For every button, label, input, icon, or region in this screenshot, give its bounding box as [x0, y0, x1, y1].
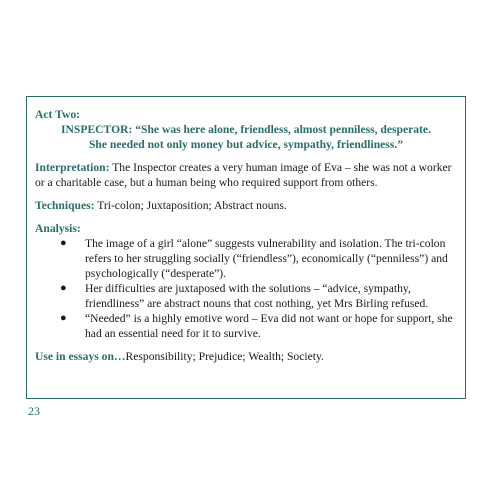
quote-line-1: INSPECTOR: “She was here alone, friendless, almost penniless, desperate. — [61, 123, 431, 136]
quote-line-2: She needed not only money but advice, sympathy, friendliness.” — [88, 138, 404, 151]
techniques-paragraph — [35, 198, 457, 213]
act-title: Act Two: — [35, 108, 80, 121]
techniques-label: Techniques: — [35, 199, 95, 212]
analysis-item-text: Her difficulties are juxtaposed with the solutions – “advice, sympathy, friendliness” are abstract nouns that cost nothing, yet Mrs Birling refused. — [85, 282, 429, 310]
bullet-icon: ● — [60, 237, 67, 249]
interpretation-paragraph — [35, 160, 457, 190]
analysis-item-text: “Needed” is a highly emotive word – Eva did not want or hope for support, she had an essential need for it to survive. — [85, 312, 453, 340]
interpretation-label: Interpretation: — [35, 161, 110, 174]
analysis-item — [35, 311, 457, 341]
analysis-item — [35, 281, 457, 311]
bullet-icon: ● — [60, 312, 67, 324]
essays-paragraph — [35, 349, 457, 364]
page-number: 23 — [28, 404, 40, 418]
techniques-text: Tri-colon; Juxtaposition; Abstract nouns. — [94, 199, 287, 212]
analysis-label: Analysis: — [35, 222, 81, 235]
revision-card — [26, 96, 466, 399]
analysis-item-text: The image of a girl “alone” suggests vulnerability and isolation. The tri-colon refers to her struggling socially (“friendless”), economically (“penniless”) and psychologically (“desperate”). — [85, 237, 448, 280]
bullet-icon: ● — [60, 282, 67, 294]
essays-label: Use in essays on… — [35, 350, 126, 363]
interpretation-text: The Inspector creates a very human image of Eva – she was not a worker or a charitable case, but a human being who required support from others. — [35, 161, 452, 189]
analysis-list — [35, 236, 457, 341]
inspector-quote — [35, 122, 457, 152]
analysis-item — [35, 236, 457, 281]
essays-text: Responsibility; Prejudice; Wealth; Society. — [125, 350, 324, 363]
